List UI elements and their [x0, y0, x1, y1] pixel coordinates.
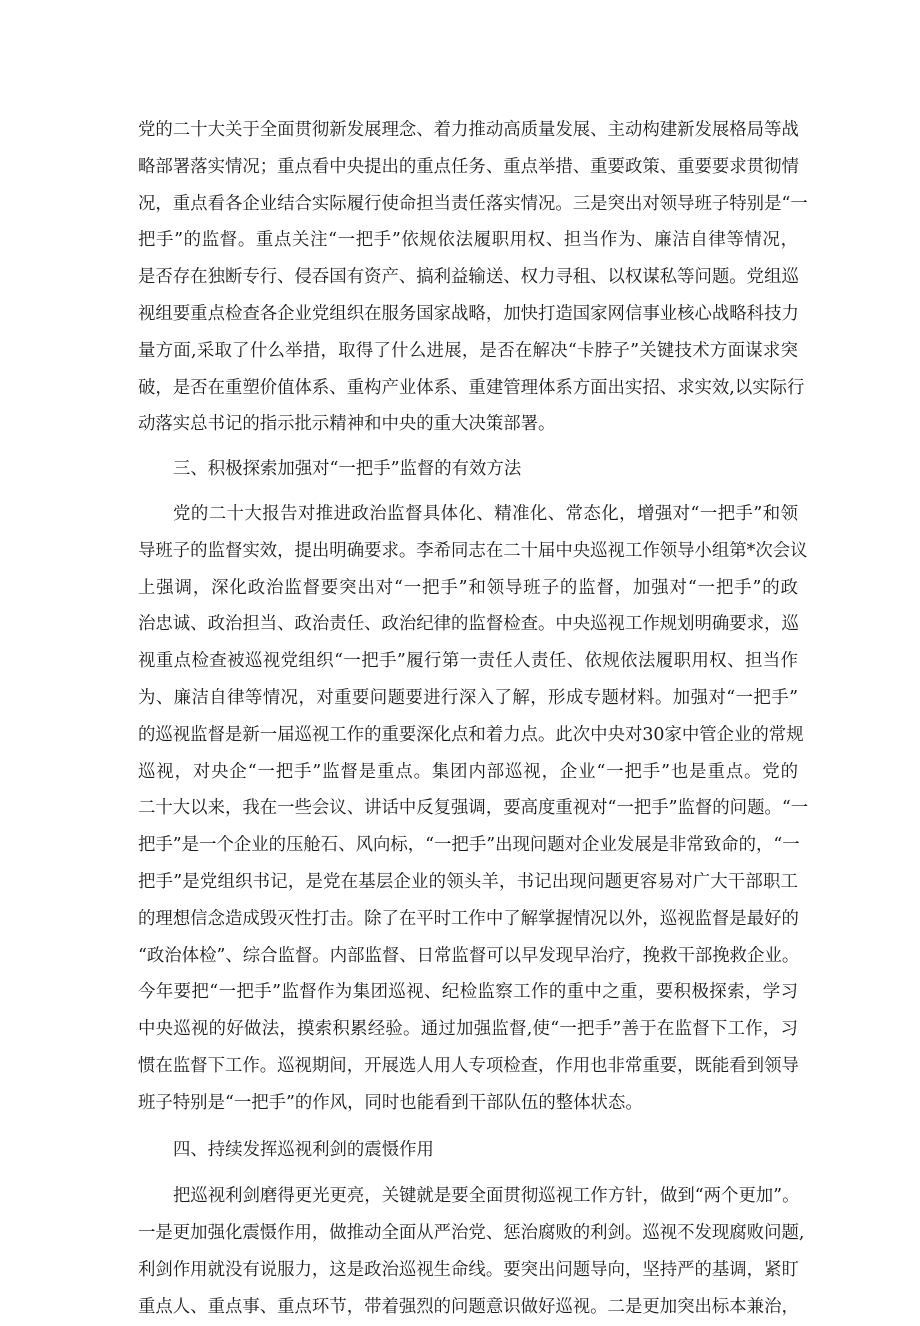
text-line: 二十大以来，我在一些会议、讲话中反复强调，要高度重视对“一把手”监督的问题。“一: [138, 798, 809, 819]
text-line: 把手”是一个企业的压舱石、风向标，“一把手”出现问题对企业发展是非常致命的，“一: [138, 835, 800, 856]
spacer: [138, 1168, 798, 1178]
paragraph-section-4: [138, 1178, 805, 1325]
paragraph-section-3: [138, 496, 809, 1122]
text-line: 略部署落实情况；重点看中央提出的重点任务、重点举措、重要政策、重要要求贯彻情: [138, 156, 799, 177]
spacer: [138, 443, 798, 451]
text-line: 把手”的监督。重点关注“一把手”依规依法履职用权、担当作为、廉洁自律等情况，: [138, 230, 798, 251]
text-line: “政治体检”、综合监督。内部监督、日常监督可以早发现早治疗，挽救干部挽救企业。: [138, 945, 800, 966]
text-line: 把手”是党组织书记，是党在基层企业的领头羊，书记出现问题更容易对广大干部职工: [138, 871, 798, 892]
text-line: 党的二十大报告对推进政治监督具体化、精准化、常态化，增强对“一把手”和领: [173, 503, 798, 524]
text-line: 治忠诚、政治担当、政治责任、政治纪律的监督检查。中央巡视工作规划明确要求，巡: [138, 614, 799, 635]
text-line: 把巡视利剑磨得更光更亮，关键就是要全面贯彻巡视工作方针，做到“两个更加”。: [173, 1186, 800, 1207]
spacer: [138, 488, 798, 496]
text-line: 巡视，对央企“一把手”监督是重点。集团内部巡视，企业“一把手”也是重点。党的: [138, 761, 798, 782]
text-line: 况，重点看各企业结合实际履行使命担当责任落实情况。三是突出对领导班子特别是“一: [138, 193, 808, 214]
text-line: 是否存在独断专行、侵吞国有资产、搞利益输送、权力寻租、以权谋私等问题。党组巡: [138, 267, 799, 288]
section-heading-3: 三、积极探索加强对“一把手”监督的有效方法: [173, 459, 522, 480]
document-page: [138, 112, 809, 1326]
text-line: 党的二十大关于全面贯彻新发展理念、着力推动高质量发展、主动构建新发展格局等战: [138, 120, 799, 140]
text-line: 动落实总书记的指示批示精神和中央的重大决策部署。: [138, 414, 556, 435]
text-line: 一是更加强化震慑作用，做推动全面从严治党、惩治腐败的利剑。巡视不发现腐败问题,: [138, 1223, 805, 1244]
paragraph-continued: [138, 112, 808, 443]
text-line: 上强调，深化政治监督要突出对“一把手”和领导班子的监督，加强对“一把手”的政: [138, 577, 798, 598]
text-line: 为、廉洁自律等情况，对重要问题要进行深入了解，形成专题材料。加强对“一把手”: [138, 687, 798, 708]
text-line: 的巡视监督是新一届巡视工作的重要深化点和着力点。此次中央对30家中管企业的常规: [138, 724, 804, 745]
text-line: 重点人、重点事、重点环节，带着强烈的问题意识做好巡视。二是更加突出标本兼治，: [138, 1296, 799, 1317]
section-heading-4: 四、持续发挥巡视利剑的震慑作用: [173, 1139, 434, 1160]
text-line: 导班子的监督实效，提出明确要求。李希同志在二十届中央巡视工作领导小组第*次会议: [138, 540, 808, 561]
text-line: 班子特别是“一把手”的作风，同时也能看到干部队伍的整体状态。: [138, 1092, 643, 1113]
text-line: 视组要重点检查各企业党组织在服务国家战略，加快打造国家网信事业核心战略科技力: [138, 303, 799, 324]
text-line: 的理想信念造成毁灭性打击。除了在平时工作中了解掌握情况以外，巡视监督是最好的: [138, 908, 799, 929]
text-line: 视重点检查被巡视党组织“一把手”履行第一责任人责任、依规依法履职用权、担当作: [138, 651, 798, 672]
text-line: 今年要把“一把手”监督作为集团巡视、纪检监察工作的重中之重，要积极探索，学习: [138, 982, 798, 1003]
text-line: 中央巡视的好做法，摸索积累经验。通过加强监督,使“一把手”善于在监督下工作，习: [138, 1019, 798, 1040]
text-line: 利剑作用就没有说服力，这是政治巡视生命线。要突出问题导向，坚持严的基调，紧盯: [138, 1259, 799, 1280]
text-line: 破，是否在重塑价值体系、重构产业体系、重建管理体系方面出实招、求实效,以实际行: [138, 377, 805, 398]
spacer: [138, 1122, 798, 1132]
text-line: 惯在监督下工作。巡视期间，开展选人用人专项检查，作用也非常重要，既能看到领导: [138, 1055, 799, 1076]
text-line: 量方面,采取了什么举措，取得了什么进展，是否在解决“卡脖子”关键技术方面谋求突: [138, 340, 798, 361]
